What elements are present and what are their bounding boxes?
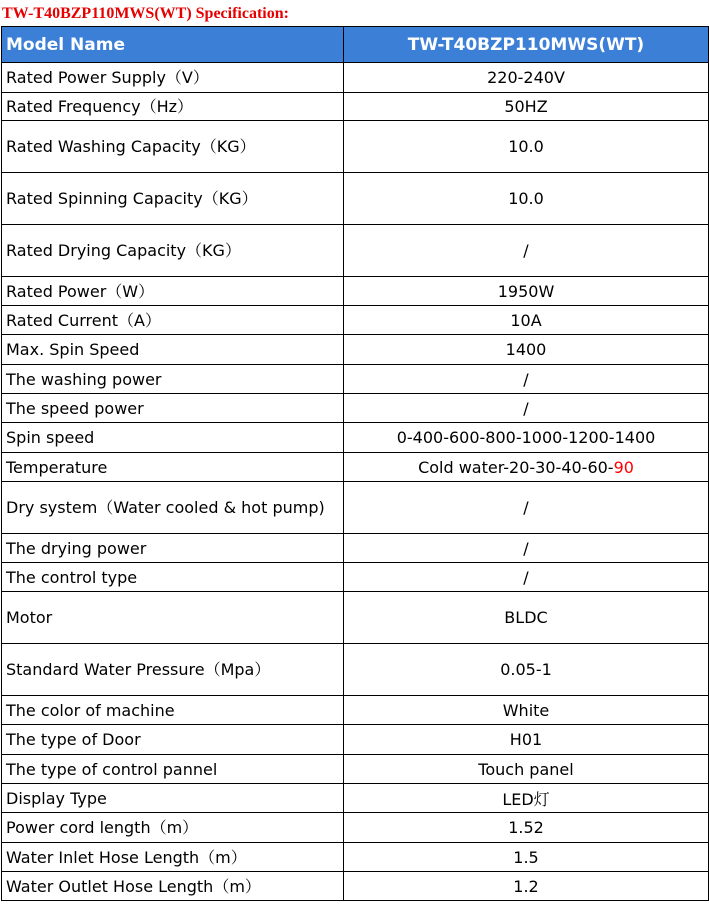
spec-value: 1.2 <box>344 872 709 901</box>
table-row <box>2 813 709 843</box>
spec-label: The control type <box>2 563 344 592</box>
spec-value: 1.5 <box>344 843 709 872</box>
spec-label: Spin speed <box>2 423 344 453</box>
table-row <box>2 63 709 93</box>
spec-label: Dry system（Water cooled & hot pump) <box>2 482 344 534</box>
spec-value: Touch panel <box>344 755 709 784</box>
spec-value: / <box>344 394 709 423</box>
spec-label: The speed power <box>2 394 344 423</box>
spec-label: Max. Spin Speed <box>2 335 344 365</box>
spec-label: Temperature <box>2 453 344 482</box>
table-row <box>2 563 709 592</box>
spec-value: LED灯 <box>344 784 709 813</box>
table-row <box>2 453 709 482</box>
spec-value: 10A <box>344 306 709 335</box>
spec-label: Rated Power Supply（V） <box>2 63 344 93</box>
spec-label: Motor <box>2 592 344 644</box>
spec-value: 50HZ <box>344 93 709 121</box>
spec-label: Standard Water Pressure（Mpa） <box>2 644 344 696</box>
table-row <box>2 784 709 813</box>
spec-label: Rated Drying Capacity（KG） <box>2 225 344 277</box>
spec-value: 1400 <box>344 335 709 365</box>
spec-label: Water Inlet Hose Length（m） <box>2 843 344 872</box>
spec-label: Water Outlet Hose Length（m） <box>2 872 344 901</box>
table-row <box>2 534 709 563</box>
spec-label: The color of machine <box>2 696 344 725</box>
spec-value: / <box>344 225 709 277</box>
spec-label: Rated Current（A） <box>2 306 344 335</box>
spec-value: / <box>344 563 709 592</box>
table-row <box>2 423 709 453</box>
table-row <box>2 394 709 423</box>
table-row <box>2 755 709 784</box>
header-value: TW-T40BZP110MWS(WT) <box>344 27 709 63</box>
table-row <box>2 872 709 901</box>
spec-value: 1950W <box>344 277 709 306</box>
spec-label: Rated Power（W） <box>2 277 344 306</box>
spec-value: 10.0 <box>344 173 709 225</box>
page-title: TW-T40BZP110MWS(WT) Specification: <box>2 5 289 22</box>
temperature-value: Cold water-20-30-40-60- <box>418 457 614 477</box>
spec-table <box>1 26 709 901</box>
table-row <box>2 306 709 335</box>
spec-value: 1.52 <box>344 813 709 843</box>
spec-value: White <box>344 696 709 725</box>
table-row <box>2 173 709 225</box>
spec-label: Rated Washing Capacity（KG） <box>2 121 344 173</box>
spec-label: Rated Spinning Capacity（KG） <box>2 173 344 225</box>
spec-label: The type of Door <box>2 725 344 755</box>
table-row <box>2 335 709 365</box>
header-label: Model Name <box>2 27 344 63</box>
spec-value: H01 <box>344 725 709 755</box>
spec-value: / <box>344 482 709 534</box>
spec-label: The type of control pannel <box>2 755 344 784</box>
spec-value: / <box>344 365 709 394</box>
spec-label: Display Type <box>2 784 344 813</box>
table-row <box>2 93 709 121</box>
table-row <box>2 725 709 755</box>
spec-value <box>344 453 709 482</box>
spec-label: The drying power <box>2 534 344 563</box>
table-row <box>2 644 709 696</box>
spec-value: / <box>344 534 709 563</box>
table-row <box>2 121 709 173</box>
spec-value: BLDC <box>344 592 709 644</box>
spec-label: The washing power <box>2 365 344 394</box>
table-row <box>2 482 709 534</box>
table-row <box>2 843 709 872</box>
spec-value: 10.0 <box>344 121 709 173</box>
table-row <box>2 225 709 277</box>
table-row <box>2 592 709 644</box>
spec-label: Power cord length（m） <box>2 813 344 843</box>
spec-label: Rated Frequency（Hz） <box>2 93 344 121</box>
table-header-row <box>2 27 709 63</box>
spec-value: 220-240V <box>344 63 709 93</box>
spec-value: 0.05-1 <box>344 644 709 696</box>
temperature-highlight: 90 <box>613 457 634 477</box>
table-row <box>2 365 709 394</box>
table-row <box>2 277 709 306</box>
spec-value: 0-400-600-800-1000-1200-1400 <box>344 423 709 453</box>
table-row <box>2 696 709 725</box>
